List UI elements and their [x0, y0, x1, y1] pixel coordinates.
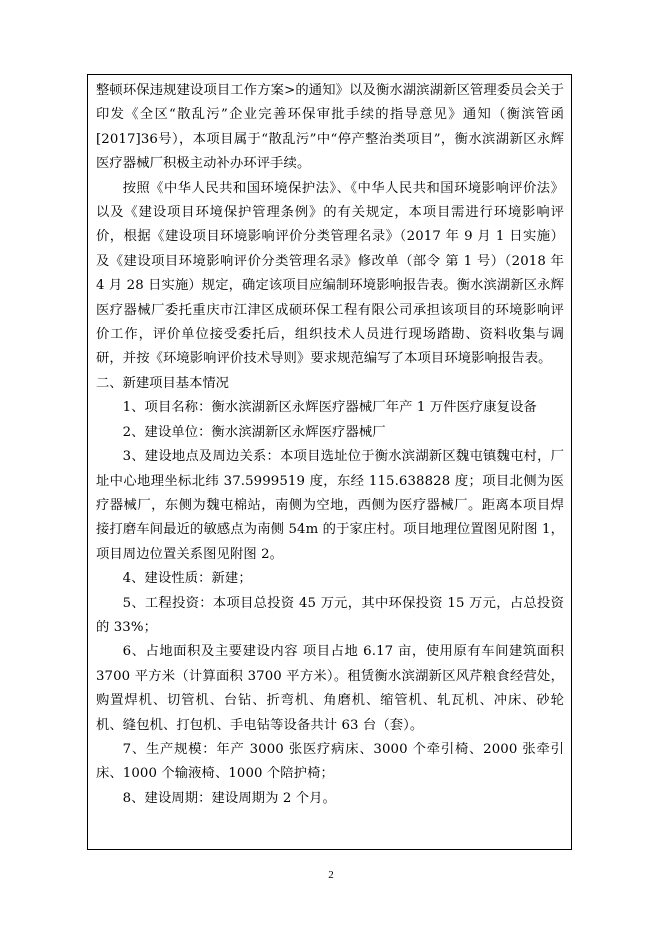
item-investment: 5、工程投资：本项目总投资 45 万元，其中环保投资 15 万元，占总投资的 33%；: [96, 595, 564, 635]
page-number: 2: [328, 869, 334, 881]
paragraph-intro-continuation: 整顿环保违规建设项目工作方案>的通知》以及衡水湖滨湖新区管理委员会关于印发《全区“散乱污”企业完善环保审批手续的指导意见》通知（衡滨管函[2017]36号），本项目属于“散乱污”中“停产整治类项目”，衡水滨湖新区永辉医疗器械厂积极主动补办环评手续。: [96, 83, 564, 172]
item-location: 3、建设地点及周边关系：本项目选址位于衡水滨湖新区魏屯镇魏屯村，厂址中心地理坐标北纬 37.5999519 度，东经 115.638828 度；项目北侧为医疗器械厂，东侧为魏屯棉站，南侧为空地，西侧为医疗器械厂。距离本项目焊接打磨车间最近的敏感点为南侧 54m 的于家庄村。项目地理位置图见附图 1，项目周边位置关系图见附图 2。: [96, 449, 564, 562]
item-project-name: 1、项目名称：衡水滨湖新区永辉医疗器械厂年产 1 万件医疗康复设备: [122, 400, 537, 416]
item-construction-unit: 2、建设单位：衡水滨湖新区永辉医疗器械厂: [122, 424, 386, 440]
document-body: [87, 74, 572, 850]
section-heading: 二、新建项目基本情况: [96, 375, 229, 391]
paragraph-legal-basis: 按照《中华人民共和国环境保护法》、《中华人民共和国环境影响评价法》以及《建设项目环境保护管理条例》的有关规定，本项目需进行环境影响评价，根据《建设项目环境影响评价分类管理名录》（2017 年 9 月 1 日实施）及《建设项目环境影响评价分类管理名录》修改单（部令 第 1 号）（2018 年 4 月 28 日实施）规定，确定该项目应编制环境影响报告表。衡水滨湖新区永辉医疗器械厂委托重庆市江津区成硕环保工程有限公司承担该项目的环境影响评价工作，评价单位接受委托后，组织技术人员进行现场踏勘、资料收集与调研，并按《环境影响评价技术导则》要求规范编写了本项目环境影响报告表。: [96, 180, 564, 367]
item-land-area: 6、占地面积及主要建设内容 项目占地 6.17 亩，使用原有车间建筑面积 3700 平方米（计算面积 3700 平方米）。租赁衡水滨湖新区风芹粮食经营处，购置焊机、切管机、台钻、折弯机、角磨机、缩管机、轧瓦机、冲床、砂轮机、缝包机、打包机、手电钻等设备共计 63 台（套）。: [96, 644, 564, 733]
item-production-scale: 7、生产规模：年产 3000 张医疗病床、3000 个牵引椅、2000 张牵引床、1000 个输液椅、1000 个陪护椅；: [96, 741, 564, 782]
item-nature: 4、建设性质：新建；: [122, 571, 252, 587]
item-construction-period: 8、建设周期：建设周期为 2 个月。: [122, 790, 336, 806]
